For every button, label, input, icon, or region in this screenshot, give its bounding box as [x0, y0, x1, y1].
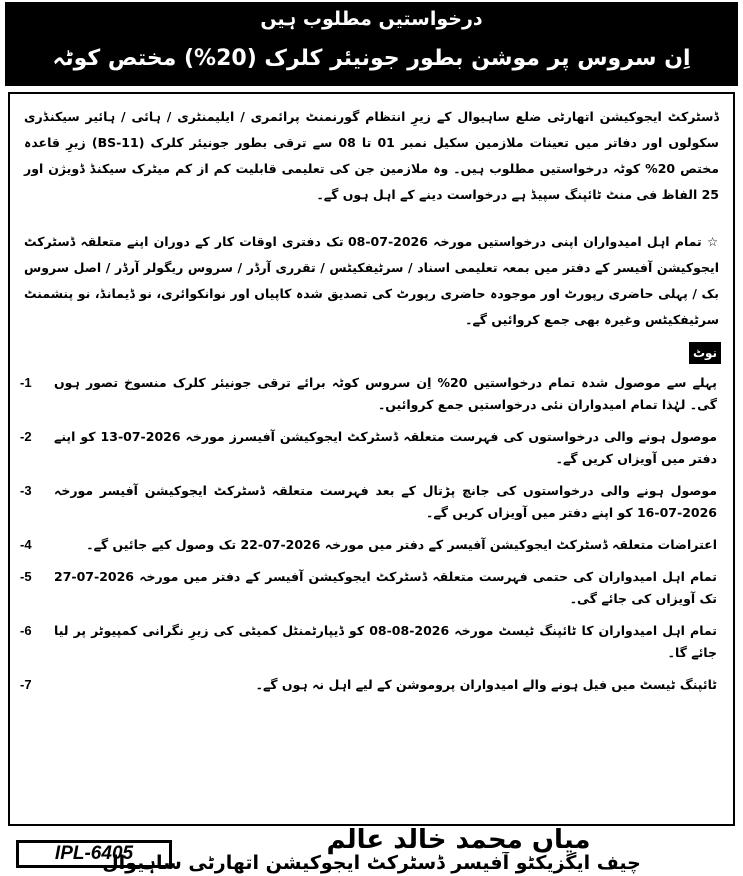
intro-paragraph: ڈسٹرکٹ ایجوکیشن اتھارٹی ضلع ساہیوال کے زیرِ انتظام گورنمنٹ پرائمری / ایلیمنٹری / ہائی / ہائیر سیکنڈری سکولوں اور دفاتر میں تعینات ملازمین سکیل نمبر 01 تا 08 سے ترقی بطور جونیئر کلرک (BS-11) زیرِ قاعدہ مختص 20% کوٹہ درخواستیں مطلوب ہیں۔ وہ ملازمین جن کی تعلیمی قابلیت کم از کم میٹرک سیکنڈ ڈویژن اور 25 الفاظ فی منٹ ٹائپنگ سپیڈ ہے درخواست دینے کے اہل ہوں گے۔ — [24, 109, 719, 202]
note-number: -1 — [20, 375, 32, 390]
note-text: موصول ہونے والی درخواستوں کی فہرست متعلقہ ڈسٹرکٹ ایجوکیشن آفیسرز مورخہ 2026-07-13 کو اپنے دفتر میں آویزاں کریں گے۔ — [54, 429, 717, 466]
body-box — [8, 92, 735, 826]
note-text: موصول ہونے والی درخواستوں کی جانچ پڑتال کے بعد فہرست متعلقہ ڈسٹرکٹ ایجوکیشن آفیسر مورخہ 2026-07-16 کو اپنے دفتر میں آویزاں کریں گے۔ — [54, 483, 717, 520]
header-subtitle: اِن سروس پر موشن بطور جونیئر کلرک (20%) مختص کوٹہ — [52, 46, 691, 71]
signatory-title: چیف ایگزیکٹو آفیسر ڈسٹرکٹ ایجوکیشن اتھارٹی ساہیوال — [102, 852, 641, 874]
ipl-code-badge: IPL-6405 — [16, 840, 172, 868]
header-title: درخواستیں مطلوب ہیں — [260, 8, 483, 30]
note-item — [20, 620, 723, 664]
star-icon: ☆ — [706, 234, 719, 249]
note-number: -6 — [20, 623, 32, 638]
signatory-name: میاں محمد خالد عالم — [326, 825, 591, 855]
notes-list — [20, 372, 723, 706]
note-item — [20, 480, 723, 524]
header-banner — [5, 2, 738, 86]
note-text: تمام اہل امیدواران کا ٹائپنگ ٹیسٹ مورخہ 2026-08-08 کو ڈیپارٹمنٹل کمیٹی کی زیرِ نگرانی کمپیوٹر پر لیا جائے گا۔ — [54, 623, 717, 660]
note-item — [20, 674, 723, 696]
note-text: پہلے سے موصول شدہ تمام درخواستیں 20% اِن سروس کوٹہ برائے ترقی جونیئر کلرک منسوخ تصور ہوں گی۔ لہٰذا تمام امیدواران نئی درخواستیں جمع کروائیں۔ — [54, 375, 717, 412]
note-number: -4 — [20, 537, 32, 552]
note-item — [20, 566, 723, 610]
note-text: تمام اہل امیدواران کی حتمی فہرست متعلقہ ڈسٹرکٹ ایجوکیشن آفیسر کے دفتر میں مورخہ 2026-07-27 تک آویزاں کی جائے گی۔ — [54, 569, 717, 606]
note-number: -2 — [20, 429, 32, 444]
note-text: اعتراضات متعلقہ ڈسٹرکٹ ایجوکیشن آفیسر کے دفتر میں مورخہ 2026-07-22 تک وصول کیے جائیں گے۔ — [86, 537, 717, 552]
note-number: -5 — [20, 569, 32, 584]
note-number: -7 — [20, 677, 32, 692]
note-label: نوٹ — [689, 342, 721, 364]
instructions-paragraph — [24, 229, 719, 333]
note-item — [20, 534, 723, 556]
note-item — [20, 426, 723, 470]
note-number: -3 — [20, 483, 32, 498]
instructions-text: تمام اہل امیدواران اپنی درخواستیں مورخہ 2026-07-08 تک دفتری اوقات کار کے دوران اپنے متعلقہ ڈسٹرکٹ ایجوکیشن آفیسر کے دفتر میں بمعہ تعلیمی اسناد / سرٹیفکیٹس / تقرری آرڈر / سروس ریگولر آرڈر / اصل سروس بک / پہلی حاضری رپورٹ اور موجودہ حاضری رپورٹ کی تصدیق شدہ کاپیاں اور نوانکوائری، نو ڈیمانڈ، نو پنشمنٹ سرٹیفکیٹس وغیرہ بھی جمع کروائیں گے۔ — [24, 234, 719, 327]
note-item — [20, 372, 723, 416]
note-text: ٹائپنگ ٹیسٹ میں فیل ہونے والے امیدواران پروموشن کے لیے اہل نہ ہوں گے۔ — [255, 677, 717, 692]
